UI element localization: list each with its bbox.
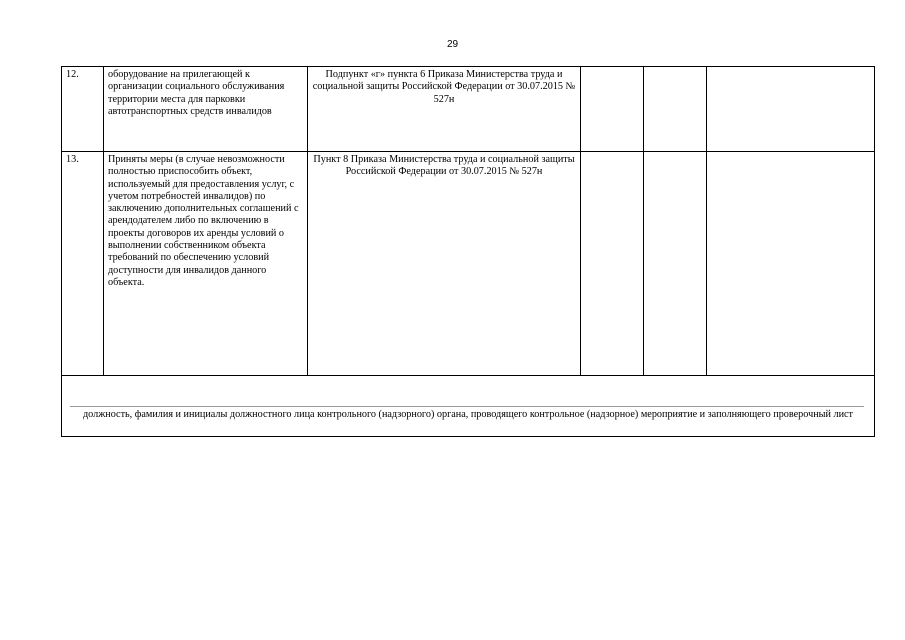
signature-line (70, 406, 864, 407)
note-cell[interactable] (707, 67, 875, 152)
note-cell[interactable] (707, 152, 875, 376)
signature-caption: должность, фамилия и инициалы должностного лица контрольного (надзорного) органа, проводящего контрольное (надзорное) мероприятие и заполняющего проверочный лист (82, 409, 854, 420)
signature-cell[interactable] (62, 376, 875, 437)
table-row (62, 152, 875, 376)
checklist-table (61, 66, 875, 437)
answer-no-cell[interactable] (644, 67, 707, 152)
answer-no-cell[interactable] (644, 152, 707, 376)
signature-row (62, 376, 875, 437)
page-number: 29 (446, 39, 459, 50)
answer-yes-cell[interactable] (581, 67, 644, 152)
legal-reference: Подпункт «г» пункта 6 Приказа Министерства труда и социальной защиты Российской Федерации от 30.07.2015 № 527н (308, 67, 581, 152)
requirement-text: оборудование на прилегающей к организации социального обслуживания территории места для парковки автотранспортных средств инвалидов (104, 67, 308, 152)
answer-yes-cell[interactable] (581, 152, 644, 376)
requirement-text: Приняты меры (в случае невозможности полностью приспособить объект, используемый для предоставления услуг, с учетом потребностей инвалидов) по заключению дополнительных соглашений с арендодателем либо по включению в проекты договоров их аренды условий о выполнении собственником объекта требований по обеспечению условий доступности для инвалидов данного объекта. (104, 152, 308, 376)
row-number: 13. (62, 152, 104, 376)
row-number: 12. (62, 67, 104, 152)
table-row (62, 67, 875, 152)
legal-reference: Пункт 8 Приказа Министерства труда и социальной защиты Российской Федерации от 30.07.2015 № 527н (308, 152, 581, 376)
